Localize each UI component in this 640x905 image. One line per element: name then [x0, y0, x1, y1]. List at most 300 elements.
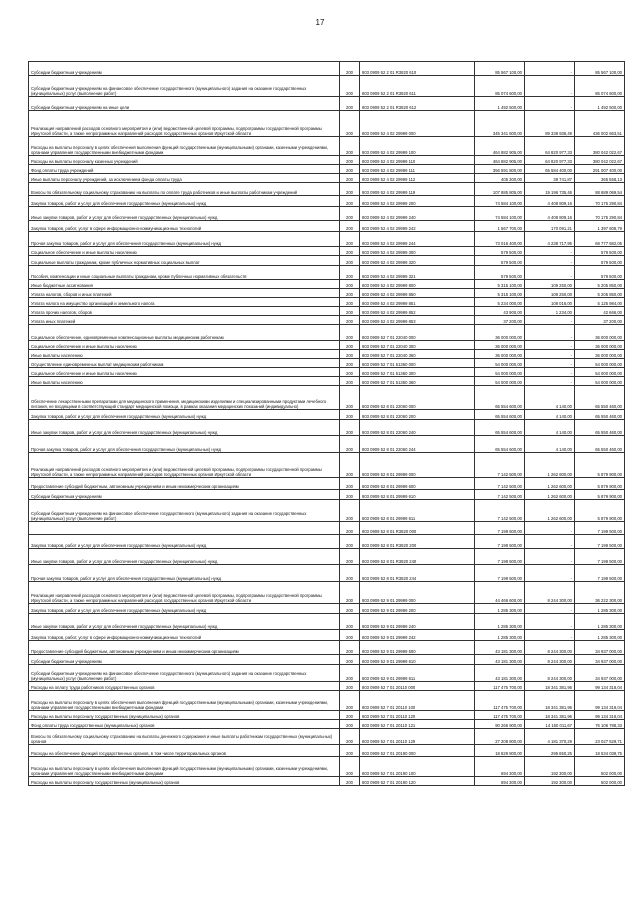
- row-name-cell: Иные выплаты персоналу учреждений, за исключением фонда оплаты труда: [29, 174, 340, 183]
- row-remaining-cell: 380 042 022,67: [575, 137, 625, 156]
- row-approved-cell: 464 882 905,00: [475, 156, 525, 165]
- row-name-cell: Осуществление единовременных выплат медицинским работникам: [29, 359, 340, 368]
- row-approved-cell: 43 181 300,00: [475, 641, 525, 655]
- row-executed-cell: 109 250,00: [525, 280, 575, 289]
- row-approved-cell: 54 000 000,00: [475, 377, 525, 386]
- row-approved-cell: 90 266 900,00: [475, 720, 525, 729]
- row-executed-cell: 18 341 381,96: [525, 711, 575, 720]
- row-executed-cell: 1 262 600,00: [525, 500, 575, 522]
- table-row: [29, 665, 625, 682]
- row-remaining-cell: 70 175 290,84: [575, 196, 625, 207]
- row-approved-cell: 65 554 600,00: [475, 386, 525, 410]
- row-name-cell: Закупка товаров, работ и услуг для обеспечения государственных (муниципальных) нужд: [29, 604, 340, 614]
- row-executed-cell: -: [525, 535, 575, 549]
- row-kvr-cell: 200: [340, 183, 360, 196]
- table-row: [29, 207, 625, 221]
- row-name-cell: Иные закупки товаров, работ и услуг для обеспечения государственных (муниципальных) нужд: [29, 420, 340, 436]
- table-row: [29, 325, 625, 341]
- row-remaining-cell: 502 000,00: [575, 757, 625, 777]
- row-remaining-cell: 579 500,00: [575, 266, 625, 280]
- row-name-cell: Расходы на выплаты персоналу казенных учреждений: [29, 156, 340, 165]
- table-row: [29, 777, 625, 786]
- row-name-cell: Социальное обеспечение, единовременные компенсационные выплаты медицинским работникам: [29, 325, 340, 341]
- row-kvr-cell: 200: [340, 289, 360, 298]
- row-remaining-cell: 436 002 663,51: [575, 111, 625, 137]
- row-executed-cell: -: [525, 368, 575, 377]
- row-executed-cell: 8 244 300,00: [525, 582, 575, 604]
- row-kvr-cell: 200: [340, 62, 360, 76]
- row-remaining-cell: 5 205 850,00: [575, 280, 625, 289]
- row-approved-cell: 65 554 600,00: [475, 436, 525, 453]
- row-code-cell: 803 0909 52 4 02 29999 850: [360, 289, 475, 298]
- row-remaining-cell: 88 689 069,54: [575, 183, 625, 196]
- row-approved-cell: 36 000 000,00: [475, 350, 525, 359]
- row-remaining-cell: 579 500,00: [575, 256, 625, 266]
- table-row: [29, 137, 625, 156]
- row-name-cell: Реализация направлений расходов основного мероприятия и (или) ведомственной целевой программы, подпрограммы государственной программы Иркутской области, а также непрограммных направлений расходов государственных органов Иркутской области: [29, 111, 340, 137]
- row-name-cell: Расходы на выплаты персоналу государственных (муниципальных) органов: [29, 777, 340, 786]
- row-kvr-cell: 200: [340, 247, 360, 256]
- row-code-cell: 803 0909 52 9 01 29999 611: [360, 665, 475, 682]
- row-kvr-cell: 200: [340, 604, 360, 614]
- row-executed-cell: -: [525, 350, 575, 359]
- table-row: [29, 280, 625, 289]
- row-kvr-cell: 200: [340, 729, 360, 745]
- row-kvr-cell: 200: [340, 386, 360, 410]
- row-name-cell: Иные закупки товаров, работ и услуг для обеспечения государственных (муниципальных) нужд: [29, 207, 340, 221]
- row-approved-cell: 73 016 400,00: [475, 232, 525, 247]
- row-name-cell: Закупка товаров, работ и услуг для обеспечения государственных (муниципальных) нужд: [29, 196, 340, 207]
- table-row: [29, 410, 625, 420]
- row-name-cell: Иные выплаты населению: [29, 377, 340, 386]
- row-code-cell: 803 0909 52 4 02 29999 851: [360, 298, 475, 307]
- row-name-cell: Расходы на выплаты персоналу в целях обеспечения выполнения функций государственными (муниципальными) органами, казенными учреждениями, органами управления государственными внебюджетными фондами: [29, 757, 340, 777]
- row-name-cell: Закупка товаров, работ, услуг в сфере информационно-коммуникационных технологий: [29, 630, 340, 641]
- row-approved-cell: 85 074 600,00: [475, 76, 525, 97]
- row-kvr-cell: 200: [340, 711, 360, 720]
- row-remaining-cell: 5 879 900,00: [575, 490, 625, 500]
- row-kvr-cell: 200: [340, 549, 360, 565]
- page-number: 17: [315, 18, 325, 27]
- row-approved-cell: 44 466 600,00: [475, 582, 525, 604]
- row-executed-cell: 8 244 300,00: [525, 655, 575, 665]
- row-executed-cell: 108 016,00: [525, 298, 575, 307]
- row-remaining-cell: 65 550 460,00: [575, 420, 625, 436]
- row-kvr-cell: 200: [340, 614, 360, 630]
- table-row: [29, 196, 625, 207]
- row-code-cell: 803 0909 52 7 01 20190 000: [360, 745, 475, 757]
- row-executed-cell: 4 408 809,16: [525, 196, 575, 207]
- row-remaining-cell: 5 879 900,00: [575, 453, 625, 478]
- table-row: [29, 630, 625, 641]
- row-code-cell: 803 0909 52 4 02 29999 112: [360, 174, 475, 183]
- row-name-cell: Субсидии бюджетным учреждениям: [29, 655, 340, 665]
- row-remaining-cell: 42 666,00: [575, 307, 625, 316]
- row-executed-cell: 109 250,00: [525, 289, 575, 298]
- row-code-cell: 803 0909 52 2 01 R3820 611: [360, 76, 475, 97]
- row-executed-cell: -: [525, 325, 575, 341]
- table-row: [29, 729, 625, 745]
- table-row: [29, 232, 625, 247]
- row-approved-cell: 579 500,00: [475, 247, 525, 256]
- row-approved-cell: 27 208 800,00: [475, 729, 525, 745]
- row-code-cell: 803 0909 52 9 01 29999 240: [360, 614, 475, 630]
- row-code-cell: 803 0909 52 7 01 20190 100: [360, 757, 475, 777]
- row-kvr-cell: 200: [340, 232, 360, 247]
- table-row: [29, 341, 625, 350]
- row-approved-cell: 37 200,00: [475, 316, 525, 325]
- row-name-cell: Уплата налогов, сборов и иных платежей: [29, 289, 340, 298]
- row-name-cell: Иные закупки товаров, работ и услуг для обеспечения государственных (муниципальных) нужд: [29, 614, 340, 630]
- row-code-cell: 803 0909 52 8 01 R3820 244: [360, 565, 475, 582]
- row-approved-cell: 5 315 100,00: [475, 289, 525, 298]
- row-executed-cell: 39 741,87: [525, 174, 575, 183]
- row-kvr-cell: 200: [340, 655, 360, 665]
- row-remaining-cell: 99 134 318,04: [575, 711, 625, 720]
- table-row: [29, 316, 625, 325]
- row-remaining-cell: 1 397 608,79: [575, 221, 625, 232]
- row-kvr-cell: 200: [340, 420, 360, 436]
- row-remaining-cell: 502 000,00: [575, 777, 625, 786]
- row-kvr-cell: 200: [340, 221, 360, 232]
- row-code-cell: 803 0909 52 4 02 29999 853: [360, 316, 475, 325]
- row-name-cell: Взносы по обязательному социальному страхованию на выплаты по оплате труда работников и иные выплаты работникам учреждений: [29, 183, 340, 196]
- table-row: [29, 641, 625, 655]
- row-code-cell: 803 0909 52 4 02 29999 200: [360, 196, 475, 207]
- row-approved-cell: 107 885 805,00: [475, 183, 525, 196]
- row-approved-cell: 65 554 600,00: [475, 420, 525, 436]
- row-kvr-cell: 200: [340, 76, 360, 97]
- row-code-cell: 803 0909 52 4 02 29999 240: [360, 207, 475, 221]
- row-code-cell: 803 0909 52 8 01 22060 000: [360, 386, 475, 410]
- row-name-cell: Пособия, компенсации и иные социальные выплаты гражданам, кроме публичных нормативных обязательств: [29, 266, 340, 280]
- budget-table-body: [29, 62, 625, 786]
- table-row: [29, 266, 625, 280]
- row-approved-cell: 7 199 500,00: [475, 522, 525, 535]
- row-kvr-cell: 200: [340, 307, 360, 316]
- row-executed-cell: 65 584 400,00: [525, 165, 575, 174]
- row-kvr-cell: 200: [340, 777, 360, 786]
- row-remaining-cell: 34 937 000,00: [575, 641, 625, 655]
- row-remaining-cell: 34 937 000,00: [575, 665, 625, 682]
- table-row: [29, 256, 625, 266]
- row-remaining-cell: 291 007 400,00: [575, 165, 625, 174]
- table-row: [29, 289, 625, 298]
- row-remaining-cell: 76 106 788,33: [575, 720, 625, 729]
- row-name-cell: Иные бюджетные ассигнования: [29, 280, 340, 289]
- row-code-cell: 803 0909 52 7 01 20110 000: [360, 682, 475, 691]
- row-approved-cell: 1 285 300,00: [475, 630, 525, 641]
- row-code-cell: 803 0909 52 8 01 R3820 240: [360, 549, 475, 565]
- row-code-cell: 803 0909 52 7 01 51360 000: [360, 359, 475, 368]
- row-kvr-cell: 200: [340, 377, 360, 386]
- table-row: [29, 720, 625, 729]
- row-executed-cell: 4 140,00: [525, 410, 575, 420]
- row-executed-cell: -: [525, 76, 575, 97]
- row-code-cell: 803 0909 52 7 01 22040 000: [360, 325, 475, 341]
- row-remaining-cell: 36 000 000,00: [575, 325, 625, 341]
- row-kvr-cell: 200: [340, 137, 360, 156]
- table-row: [29, 165, 625, 174]
- row-kvr-cell: 200: [340, 500, 360, 522]
- row-executed-cell: 192 300,00: [525, 757, 575, 777]
- row-kvr-cell: 200: [340, 325, 360, 341]
- table-row: [29, 183, 625, 196]
- row-approved-cell: 345 341 600,00: [475, 111, 525, 137]
- row-remaining-cell: 68 777 682,05: [575, 232, 625, 247]
- row-executed-cell: 14 160 011,67: [525, 720, 575, 729]
- row-approved-cell: 5 315 100,00: [475, 280, 525, 289]
- row-name-cell: Расходы на выплаты персоналу в целях обеспечения выполнения функций государственными (муниципальными) органами, казенными учреждениями, органами управления государственными внебюджетными фондами: [29, 137, 340, 156]
- table-row: [29, 377, 625, 386]
- row-remaining-cell: 1 285 300,00: [575, 604, 625, 614]
- row-name-cell: Субсидии бюджетным учреждениям на финансовое обеспечение государственного (муниципального) задания на оказание государственных (муниципальных) услуг (выполнение работ): [29, 665, 340, 682]
- row-executed-cell: -: [525, 614, 575, 630]
- row-remaining-cell: 65 550 460,00: [575, 410, 625, 420]
- row-code-cell: 803 0909 52 4 02 29999 244: [360, 232, 475, 247]
- row-code-cell: 803 0909 52 8 01 R3820 000: [360, 522, 475, 535]
- row-approved-cell: 1 567 700,00: [475, 221, 525, 232]
- row-name-cell: Прочая закупка товаров, работ и услуг для обеспечения государственных (муниципальных) нужд: [29, 436, 340, 453]
- row-remaining-cell: 579 500,00: [575, 247, 625, 256]
- row-kvr-cell: 200: [340, 165, 360, 174]
- row-code-cell: 803 0909 52 8 01 R3820 200: [360, 535, 475, 549]
- row-kvr-cell: 200: [340, 490, 360, 500]
- row-code-cell: 803 0909 52 7 01 51360 300: [360, 368, 475, 377]
- row-kvr-cell: 200: [340, 582, 360, 604]
- table-row: [29, 350, 625, 359]
- row-executed-cell: 1 262 600,00: [525, 478, 575, 490]
- table-row: [29, 62, 625, 76]
- row-kvr-cell: 200: [340, 720, 360, 729]
- row-approved-cell: 694 300,00: [475, 777, 525, 786]
- row-remaining-cell: 7 199 500,00: [575, 565, 625, 582]
- row-name-cell: Предоставление субсидий бюджетным, автономным учреждениям и иным некоммерческим организациям: [29, 641, 340, 655]
- row-remaining-cell: 36 000 000,00: [575, 350, 625, 359]
- row-kvr-cell: 200: [340, 745, 360, 757]
- row-remaining-cell: 65 550 460,00: [575, 436, 625, 453]
- row-kvr-cell: 200: [340, 207, 360, 221]
- table-row: [29, 614, 625, 630]
- row-name-cell: Прочая закупка товаров, работ и услуг для обеспечения государственных (муниципальных) нужд: [29, 565, 340, 582]
- row-name-cell: Закупка товаров, работ и услуг для обеспечения государственных (муниципальных) нужд: [29, 410, 340, 420]
- row-executed-cell: -: [525, 247, 575, 256]
- row-remaining-cell: 85 567 100,00: [575, 62, 625, 76]
- row-kvr-cell: 200: [340, 174, 360, 183]
- row-approved-cell: 7 142 500,00: [475, 490, 525, 500]
- row-executed-cell: -: [525, 522, 575, 535]
- table-row: [29, 500, 625, 522]
- table-row: [29, 76, 625, 97]
- row-remaining-cell: 23 027 529,71: [575, 729, 625, 745]
- row-executed-cell: -: [525, 604, 575, 614]
- row-remaining-cell: 7 199 500,00: [575, 522, 625, 535]
- row-kvr-cell: 200: [340, 280, 360, 289]
- row-executed-cell: -: [525, 62, 575, 76]
- table-row: [29, 221, 625, 232]
- row-remaining-cell: 65 550 460,00: [575, 386, 625, 410]
- row-name-cell: Реализация направлений расходов основного мероприятия и (или) ведомственной целевой программы, подпрограммы государственной программы Иркутской области, а также непрограммных направлений расходов государственных органов Иркутской области: [29, 582, 340, 604]
- row-name-cell: Уплата налога на имущество организаций и земельного налога: [29, 298, 340, 307]
- row-kvr-cell: 200: [340, 196, 360, 207]
- row-name-cell: Иные закупки товаров, работ и услуг для обеспечения государственных (муниципальных) нужд: [29, 549, 340, 565]
- table-row: [29, 368, 625, 377]
- row-kvr-cell: 200: [340, 256, 360, 266]
- row-executed-cell: -: [525, 266, 575, 280]
- row-code-cell: 803 0909 52 2 01 R3820 612: [360, 97, 475, 111]
- row-code-cell: 803 0909 52 9 01 29999 600: [360, 641, 475, 655]
- table-row: [29, 359, 625, 368]
- row-kvr-cell: 200: [340, 111, 360, 137]
- row-remaining-cell: 34 937 000,00: [575, 655, 625, 665]
- row-kvr-cell: 200: [340, 316, 360, 325]
- row-remaining-cell: 1 285 300,00: [575, 630, 625, 641]
- row-remaining-cell: 85 074 600,00: [575, 76, 625, 97]
- row-executed-cell: -: [525, 97, 575, 111]
- row-remaining-cell: 5 125 984,00: [575, 298, 625, 307]
- row-name-cell: Уплата прочих налогов, сборов: [29, 307, 340, 316]
- table-row: [29, 522, 625, 535]
- row-executed-cell: 64 820 977,33: [525, 137, 575, 156]
- table-row: [29, 655, 625, 665]
- row-remaining-cell: 365 558,13: [575, 174, 625, 183]
- row-approved-cell: 36 000 000,00: [475, 341, 525, 350]
- row-approved-cell: 356 591 800,00: [475, 165, 525, 174]
- row-name-cell: Реализация направлений расходов основного мероприятия и (или) ведомственной целевой программы, подпрограммы государственной программы Иркутской области, а также непрограммных направлений расходов государственных органов Иркутской области: [29, 453, 340, 478]
- row-name-cell: Закупка товаров, работ, услуг в сфере информационно-коммуникационных технологий: [29, 221, 340, 232]
- row-remaining-cell: 7 199 500,00: [575, 549, 625, 565]
- row-executed-cell: 4 181 370,29: [525, 729, 575, 745]
- table-row: [29, 757, 625, 777]
- table-row: [29, 386, 625, 410]
- row-executed-cell: 170 091,21: [525, 221, 575, 232]
- row-remaining-cell: 1 492 500,00: [575, 97, 625, 111]
- row-executed-cell: -: [525, 359, 575, 368]
- row-remaining-cell: 99 134 318,04: [575, 682, 625, 691]
- row-name-cell: Закупка товаров, работ и услуг для обеспечения государственных (муниципальных) нужд: [29, 535, 340, 549]
- row-code-cell: 803 0909 52 8 01 29999 000: [360, 453, 475, 478]
- row-kvr-cell: 200: [340, 665, 360, 682]
- row-name-cell: Предоставление субсидий бюджетным, автономным учреждениям и иным некоммерческим организациям: [29, 478, 340, 490]
- row-executed-cell: -: [525, 316, 575, 325]
- row-executed-cell: -: [525, 341, 575, 350]
- row-approved-cell: 74 584 100,00: [475, 196, 525, 207]
- row-kvr-cell: 200: [340, 565, 360, 582]
- row-executed-cell: 18 341 381,96: [525, 682, 575, 691]
- row-remaining-cell: 37 200,00: [575, 316, 625, 325]
- row-code-cell: 803 0909 52 4 02 29999 000: [360, 111, 475, 137]
- row-remaining-cell: 5 879 900,00: [575, 478, 625, 490]
- row-executed-cell: 19 196 735,46: [525, 183, 575, 196]
- row-executed-cell: 1 262 600,00: [525, 490, 575, 500]
- row-name-cell: Субсидии бюджетным учреждениям: [29, 490, 340, 500]
- row-name-cell: Субсидии бюджетным учреждениям на финансовое обеспечение государственного (муниципального) задания на оказание государственных (муниципальных) услуг (выполнение работ): [29, 76, 340, 97]
- row-code-cell: 803 0909 52 7 01 22040 300: [360, 341, 475, 350]
- row-kvr-cell: 200: [340, 757, 360, 777]
- row-approved-cell: 7 199 500,00: [475, 549, 525, 565]
- row-remaining-cell: 380 042 022,67: [575, 156, 625, 165]
- row-code-cell: 803 0909 52 9 01 29999 242: [360, 630, 475, 641]
- table-row: [29, 549, 625, 565]
- row-executed-cell: 1 234,00: [525, 307, 575, 316]
- row-approved-cell: 7 199 500,00: [475, 535, 525, 549]
- table-row: [29, 156, 625, 165]
- row-name-cell: Субсидии бюджетным учреждениям на иные цели: [29, 97, 340, 111]
- row-executed-cell: 4 140,00: [525, 386, 575, 410]
- table-row: [29, 307, 625, 316]
- row-name-cell: Иные выплаты населению: [29, 350, 340, 359]
- row-code-cell: 803 0909 52 8 01 22060 244: [360, 436, 475, 453]
- table-row: [29, 478, 625, 490]
- row-approved-cell: 7 142 500,00: [475, 453, 525, 478]
- row-code-cell: 803 0909 52 4 02 29999 800: [360, 280, 475, 289]
- row-approved-cell: 464 882 905,00: [475, 137, 525, 156]
- row-kvr-cell: 200: [340, 298, 360, 307]
- row-remaining-cell: 18 534 039,75: [575, 745, 625, 757]
- row-name-cell: Взносы по обязательному социальному страхованию на выплаты денежного содержания и иные выплаты работникам государственных (муниципальных) органов: [29, 729, 340, 745]
- row-kvr-cell: 200: [340, 691, 360, 711]
- row-name-cell: Расходы на выплаты персоналу государственных (муниципальных) органов: [29, 711, 340, 720]
- table-row: [29, 682, 625, 691]
- table-row: [29, 436, 625, 453]
- row-name-cell: Расходы на выплаты персоналу в целях обеспечения выполнения функций государственными (муниципальными) органами, казенными учреждениями, органами управления государственными внебюджетными фондами: [29, 691, 340, 711]
- row-approved-cell: 43 900,00: [475, 307, 525, 316]
- row-executed-cell: 8 244 300,00: [525, 665, 575, 682]
- row-remaining-cell: 99 134 318,04: [575, 691, 625, 711]
- row-remaining-cell: 7 199 500,00: [575, 535, 625, 549]
- row-kvr-cell: 200: [340, 266, 360, 280]
- row-approved-cell: 43 181 300,00: [475, 655, 525, 665]
- row-approved-cell: 85 567 100,00: [475, 62, 525, 76]
- row-remaining-cell: 70 175 290,84: [575, 207, 625, 221]
- row-name-cell: Социальное обеспечение и иные выплаты населению: [29, 247, 340, 256]
- row-remaining-cell: 36 000 000,00: [575, 341, 625, 350]
- row-code-cell: 803 0909 52 4 02 29999 321: [360, 266, 475, 280]
- row-name-cell: Обеспечение лекарственными препаратами для медицинского применения, медицинскими изделиями и специализированными продуктами лечебного питания, не входящими в соответствующий стандарт медицинской помощи, в рамках оказания медицинских показаний (индивидуально): [29, 386, 340, 410]
- table-row: [29, 490, 625, 500]
- row-kvr-cell: 200: [340, 453, 360, 478]
- table-row: [29, 420, 625, 436]
- row-approved-cell: 1 285 300,00: [475, 614, 525, 630]
- row-executed-cell: -: [525, 377, 575, 386]
- row-executed-cell: -: [525, 256, 575, 266]
- row-approved-cell: 54 000 000,00: [475, 359, 525, 368]
- row-code-cell: 803 0909 52 4 02 29999 320: [360, 256, 475, 266]
- row-code-cell: 803 0909 52 7 01 20190 120: [360, 777, 475, 786]
- table-row: [29, 535, 625, 549]
- table-row: [29, 604, 625, 614]
- row-code-cell: 803 0909 52 4 02 29999 300: [360, 247, 475, 256]
- table-row: [29, 582, 625, 604]
- row-kvr-cell: 200: [340, 630, 360, 641]
- table-row: [29, 691, 625, 711]
- row-name-cell: Фонд оплаты труда государственных (муниципальных) органов: [29, 720, 340, 729]
- row-name-cell: [29, 522, 340, 535]
- row-code-cell: 803 0909 52 7 01 20110 121: [360, 720, 475, 729]
- row-executed-cell: 4 408 809,16: [525, 207, 575, 221]
- row-name-cell: Социальные выплаты гражданам, кроме публичных нормативных социальных выплат: [29, 256, 340, 266]
- row-remaining-cell: 36 222 300,00: [575, 582, 625, 604]
- row-kvr-cell: 200: [340, 368, 360, 377]
- row-code-cell: 803 0909 52 8 01 29999 600: [360, 478, 475, 490]
- row-name-cell: Расходы на оплату труда работников государственных органов: [29, 682, 340, 691]
- row-executed-cell: 192 300,00: [525, 777, 575, 786]
- row-remaining-cell: 54 000 000,00: [575, 368, 625, 377]
- row-code-cell: 803 0909 52 8 01 22060 200: [360, 410, 475, 420]
- table-row: [29, 298, 625, 307]
- row-code-cell: 803 0909 52 4 02 29999 100: [360, 137, 475, 156]
- row-kvr-cell: 200: [340, 350, 360, 359]
